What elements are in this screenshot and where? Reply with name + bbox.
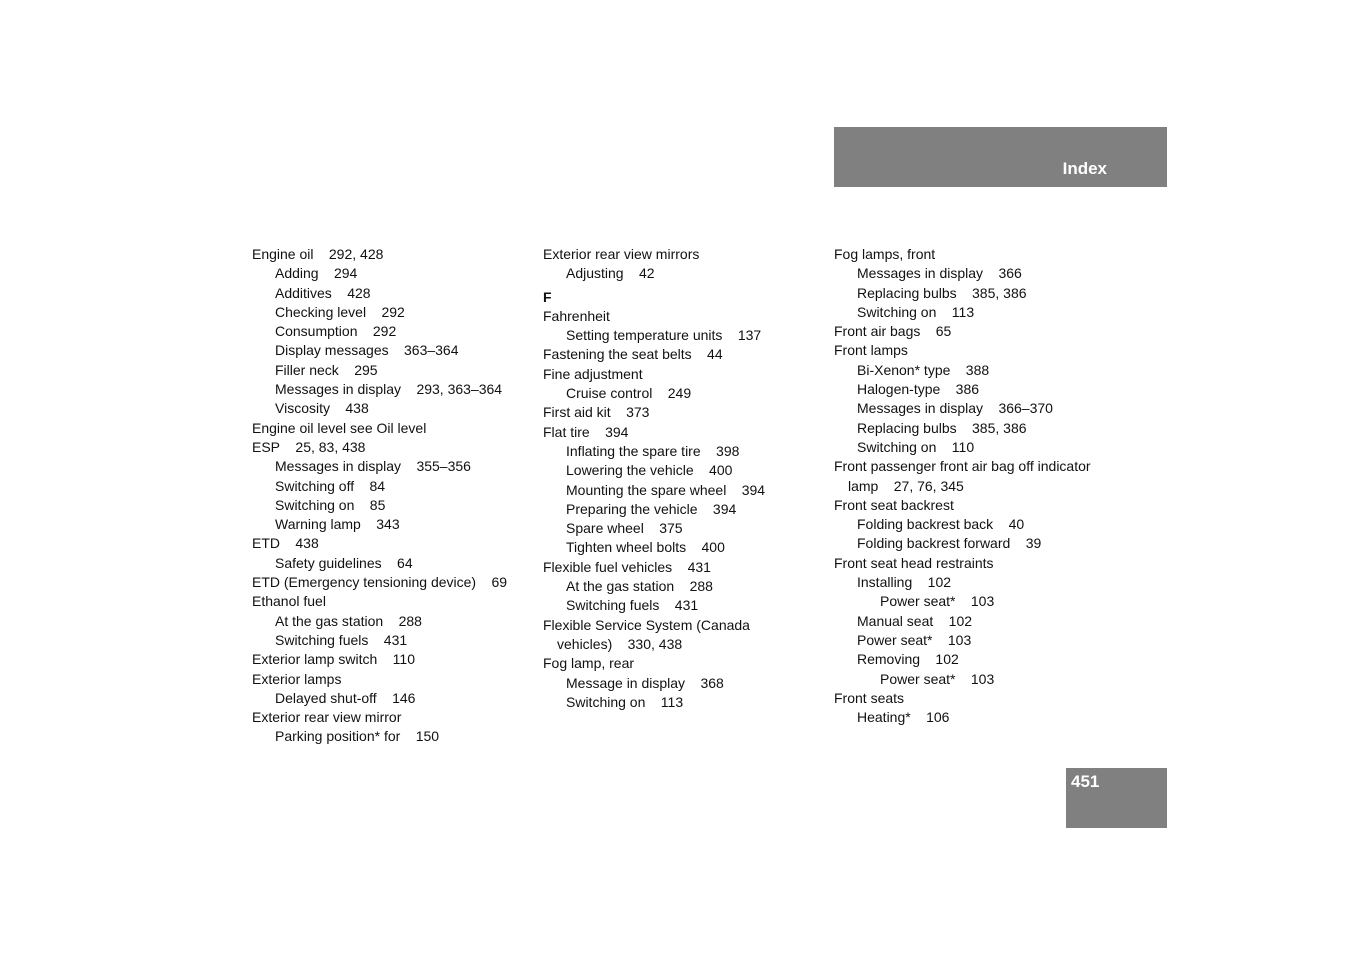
index-subentry (834, 650, 1124, 669)
entry-term: Consumption (275, 323, 358, 340)
index-entry (252, 670, 542, 689)
entry-page-ref[interactable]: 428 (347, 284, 371, 301)
index-subentry (252, 322, 542, 341)
index-subentry (252, 341, 542, 360)
index-entry (834, 496, 1124, 515)
entry-term: Fog lamps, front (834, 246, 936, 262)
index-entry (252, 573, 542, 592)
entry-page-ref[interactable]: 438 (345, 400, 369, 417)
index-subentry (252, 727, 542, 746)
entry-term: ETD (252, 535, 280, 552)
entry-term: Messages in display (275, 381, 402, 398)
entry-page-ref[interactable]: 394 (741, 481, 766, 498)
entry-page-ref[interactable]: 102 (948, 612, 973, 629)
index-subentry (543, 264, 833, 283)
index-subentry (252, 612, 542, 631)
index-entry (543, 403, 833, 422)
index-entry (543, 558, 833, 577)
index-subentry (543, 500, 833, 519)
index-column-2 (543, 245, 833, 712)
index-subentry (543, 693, 833, 712)
entry-page-ref[interactable]: 288 (398, 612, 422, 629)
entry-term: Switching on (566, 693, 646, 710)
entry-term: lamp (848, 477, 879, 494)
index-subentry (543, 481, 833, 500)
entry-page-ref[interactable]: 44 (707, 346, 723, 363)
entry-term: Preparing the vehicle (566, 500, 698, 517)
entry-term: Power seat* (880, 670, 956, 687)
entry-term: Ethanol fuel (252, 593, 326, 610)
entry-page-ref[interactable]: 146 (392, 689, 416, 706)
entry-page-ref[interactable]: 343 (376, 516, 400, 533)
entry-term: Flexible fuel vehicles (543, 558, 673, 575)
index-header-band (834, 127, 1167, 187)
entry-term: Front lamps (834, 342, 908, 359)
entry-page-ref[interactable]: 368 (700, 674, 724, 691)
index-subentry (543, 538, 833, 557)
entry-term: Removing (857, 651, 921, 668)
entry-page-ref[interactable]: 39 (1025, 535, 1042, 552)
index-subentry (543, 326, 833, 345)
index-subentry (252, 496, 542, 515)
entry-term: Filler neck (275, 361, 339, 378)
entry-page-ref[interactable]: 40 (1008, 516, 1025, 533)
entry-term: Tighten wheel bolts (566, 539, 687, 556)
index-entry (543, 345, 833, 364)
index-subentry (834, 708, 1124, 727)
index-entry (252, 592, 542, 611)
index-subentry (252, 554, 542, 573)
entry-page-ref[interactable]: 288 (689, 578, 713, 595)
entry-page-ref[interactable]: 394 (605, 423, 629, 440)
entry-term: Replacing bulbs (857, 284, 957, 301)
entry-term: Switching on (857, 303, 937, 320)
index-subentry (543, 519, 833, 538)
entry-term: Installing (857, 574, 913, 591)
index-subentry (543, 442, 833, 461)
entry-page-ref[interactable]: 42 (638, 265, 655, 282)
index-subentry (252, 284, 542, 303)
entry-term: ETD (Emergency tensioning device) (252, 574, 477, 591)
entry-page-ref[interactable]: 373 (626, 404, 650, 421)
entry-term: Display messages (275, 342, 389, 359)
entry-term: Setting temperature units (566, 327, 723, 344)
entry-page-ref[interactable]: 431 (687, 558, 711, 575)
entry-term: Viscosity (275, 400, 330, 417)
index-entry (543, 245, 833, 264)
entry-term: Power seat* (880, 593, 956, 610)
index-entry (834, 322, 1124, 341)
entry-page-ref[interactable]: 292, 428 (328, 246, 384, 262)
entry-term: Fine adjustment (543, 365, 643, 382)
index-entry (834, 689, 1124, 708)
entry-term: Messages in display (275, 458, 402, 475)
index-subentry (252, 303, 542, 322)
index-subentry (252, 380, 542, 399)
entry-term: Engine oil (252, 246, 314, 262)
entry-term: Additives (275, 284, 332, 301)
entry-page-ref[interactable]: 366–370 (998, 400, 1053, 417)
entry-page-ref[interactable]: 103 (970, 670, 995, 687)
entry-page-ref[interactable]: 110 (951, 438, 975, 455)
index-entry (834, 457, 1124, 476)
index-subentry (834, 438, 1124, 457)
page-title: Index (1062, 159, 1107, 178)
entry-term: Spare wheel (566, 520, 644, 537)
index-entry (543, 616, 833, 635)
index-entry (834, 554, 1124, 573)
index-subentry (543, 461, 833, 480)
index-entry (252, 534, 542, 553)
entry-term: Cruise control (566, 385, 653, 402)
index-entry (834, 341, 1124, 360)
entry-page-ref[interactable]: 398 (716, 442, 740, 459)
entry-page-ref[interactable]: 27, 76, 345 (893, 477, 964, 494)
entry-term: At the gas station (275, 612, 384, 629)
index-column-3 (834, 245, 1124, 727)
entry-term: Front seat backrest (834, 496, 954, 513)
entry-term: Safety guidelines (275, 554, 382, 571)
entry-page-ref[interactable]: 150 (415, 728, 440, 745)
entry-page-ref[interactable]: 102 (927, 574, 952, 591)
entry-page-ref[interactable]: 438 (295, 535, 319, 552)
entry-page-ref[interactable]: 431 (383, 631, 408, 648)
index-entry (543, 365, 833, 384)
entry-term: Front seat head restraints (834, 554, 994, 571)
entry-term: Adding (275, 265, 319, 282)
entry-page-ref[interactable]: 400 (709, 462, 733, 479)
index-subentry (543, 384, 833, 403)
entry-term: Delayed shut-off (275, 689, 377, 706)
entry-page-ref[interactable]: 400 (701, 539, 725, 556)
entry-term: Lowering the vehicle (566, 462, 694, 479)
index-subentry (834, 399, 1124, 418)
index-subentry (252, 515, 542, 534)
entry-page-ref[interactable]: 366 (998, 265, 1022, 282)
entry-term: At the gas station (566, 578, 675, 595)
entry-page-ref[interactable]: 69 (491, 574, 508, 591)
index-entry (834, 245, 1124, 264)
entry-term: Fastening the seat belts (543, 346, 692, 363)
index-entry-continuation (834, 477, 1124, 496)
entry-page-ref[interactable]: 106 (926, 709, 950, 726)
index-subentry (834, 303, 1124, 322)
entry-page-ref[interactable]: 249 (667, 385, 692, 402)
index-subentry (543, 596, 833, 615)
entry-page-ref[interactable]: 64 (397, 554, 413, 571)
index-entry (252, 419, 542, 438)
entry-page-ref[interactable]: 386 (955, 381, 980, 398)
entry-term: Front passenger front air bag off indicator (834, 458, 1091, 475)
entry-term: Messages in display (857, 265, 984, 282)
entry-term: Inflating the spare tire (566, 442, 701, 459)
section-letter: F (543, 288, 552, 305)
entry-term: Parking position* for (275, 728, 401, 745)
entry-term: Exterior rear view mirrors (543, 246, 700, 262)
entry-term: Folding backrest back (857, 516, 994, 533)
index-subentry (252, 689, 542, 708)
entry-page-ref[interactable]: 102 (935, 651, 959, 668)
entry-page-ref[interactable]: 388 (965, 361, 990, 378)
entry-page-ref[interactable]: 330, 438 (627, 635, 683, 652)
entry-term: Manual seat (857, 612, 934, 629)
entry-term: Messages in display (857, 400, 984, 417)
index-subentry (252, 457, 542, 476)
index-entry (252, 245, 542, 264)
entry-page-ref[interactable]: 394 (712, 500, 737, 517)
entry-page-ref[interactable]: 292 (372, 323, 397, 340)
index-subentry (834, 284, 1124, 303)
entry-term: vehicles) (557, 635, 613, 652)
entry-term: Switching off (275, 477, 355, 494)
entry-term: Warning lamp (275, 516, 361, 533)
index-subentry (834, 515, 1124, 534)
entry-page-ref[interactable]: 65 (935, 323, 952, 340)
entry-term: Flexible Service System (Canada (543, 616, 750, 633)
entry-term: Switching on (275, 496, 355, 513)
entry-page-ref[interactable]: 84 (369, 477, 386, 494)
entry-page-ref[interactable]: 293, 363–364 (416, 381, 503, 398)
entry-term: Mounting the spare wheel (566, 481, 727, 498)
entry-term: Exterior rear view mirror (252, 709, 402, 726)
entry-term: Exterior lamp switch (252, 651, 378, 668)
entry-page-ref[interactable]: 385, 386 (972, 284, 1027, 301)
entry-page-ref[interactable]: 137 (737, 327, 762, 344)
page-number: 451 (1071, 772, 1100, 791)
index-subentry (252, 477, 542, 496)
index-subentry (252, 264, 542, 283)
index-entry-continuation (543, 635, 833, 654)
entry-page-ref[interactable]: 113 (660, 693, 684, 710)
index-subentry (834, 670, 1124, 689)
entry-page-ref[interactable]: 431 (674, 597, 699, 614)
entry-page-ref[interactable]: 292 (381, 303, 405, 320)
index-subentry (252, 399, 542, 418)
index-entry (543, 654, 833, 673)
index-entry (543, 307, 833, 326)
entry-term: Halogen-type (857, 381, 941, 398)
entry-term: Switching fuels (566, 597, 660, 614)
index-subentry (252, 631, 542, 650)
index-column-1 (252, 245, 542, 747)
entry-term: Bi-Xenon* type (857, 361, 951, 378)
entry-term: Switching on (857, 438, 937, 455)
entry-page-ref[interactable]: 110 (392, 651, 415, 668)
entry-page-ref[interactable]: 103 (970, 593, 995, 610)
index-subentry (543, 577, 833, 596)
entry-page-ref[interactable]: 103 (947, 631, 972, 648)
entry-term: Switching fuels (275, 631, 369, 648)
entry-page-ref[interactable]: 25, 83, 438 (295, 438, 366, 455)
entry-page-ref[interactable]: 294 (333, 265, 358, 282)
entry-page-ref[interactable]: 375 (659, 520, 683, 537)
index-subentry (543, 674, 833, 693)
entry-term: Heating* (857, 709, 911, 726)
index-subentry (834, 592, 1124, 611)
entry-term: Message in display (566, 674, 686, 691)
entry-term: Exterior lamps (252, 670, 342, 687)
entry-term: Engine oil level see Oil level (252, 419, 427, 436)
index-subentry (834, 534, 1124, 553)
page-number-box (1066, 768, 1167, 828)
entry-page-ref[interactable]: 295 (354, 361, 378, 378)
index-subentry (834, 361, 1124, 380)
entry-term: Fog lamp, rear (543, 655, 635, 672)
index-subentry (834, 631, 1124, 650)
entry-page-ref[interactable]: 85 (369, 496, 386, 513)
entry-term: Replacing bulbs (857, 419, 957, 436)
entry-term: Adjusting (566, 265, 624, 282)
entry-term: ESP (252, 438, 281, 455)
entry-term: First aid kit (543, 404, 611, 421)
entry-term: Front seats (834, 689, 905, 706)
entry-term: Folding backrest forward (857, 535, 1011, 552)
entry-term: Fahrenheit (543, 307, 610, 324)
entry-page-ref[interactable]: 385, 386 (972, 419, 1027, 436)
index-subentry (834, 612, 1124, 631)
index-subentry (834, 264, 1124, 283)
index-entry (543, 423, 833, 442)
entry-page-ref[interactable]: 363–364 (404, 342, 459, 359)
index-subentry (834, 380, 1124, 399)
entry-term: Front air bags (834, 323, 921, 340)
entry-page-ref[interactable]: 355–356 (416, 458, 471, 475)
entry-term: Checking level (275, 303, 367, 320)
entry-term: Flat tire (543, 423, 590, 440)
entry-term: Power seat* (857, 631, 933, 648)
index-subentry (252, 361, 542, 380)
entry-page-ref[interactable]: 113 (951, 303, 975, 320)
index-entry (252, 438, 542, 457)
index-entry (252, 708, 542, 727)
index-subentry (834, 419, 1124, 438)
index-subentry (834, 573, 1124, 592)
index-entry (252, 650, 542, 669)
